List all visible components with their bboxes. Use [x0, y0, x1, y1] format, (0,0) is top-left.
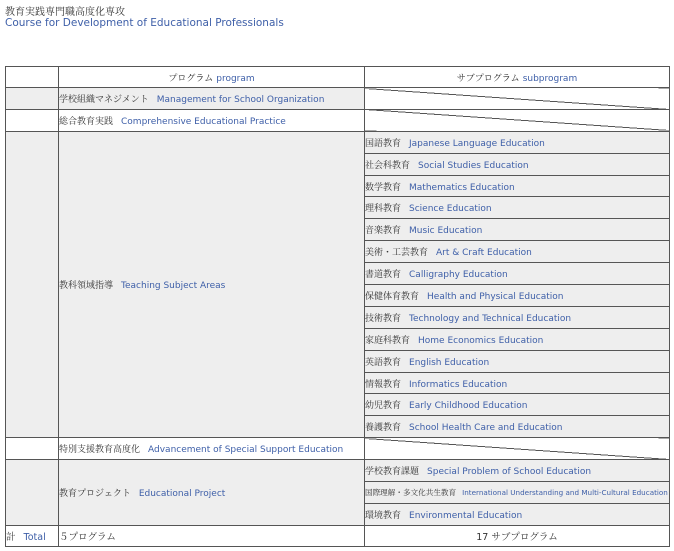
total-label-en: Total [23, 531, 46, 543]
program-jp: 教科領域指導 [59, 281, 114, 292]
subprogram-cell [365, 460, 670, 482]
subprogram-en: Music Education [409, 226, 483, 237]
subprogram-jp: 英語教育 [365, 357, 402, 368]
total-subprograms: 17 サブプログラム [365, 525, 670, 546]
program-cell [59, 131, 365, 437]
program-en: Comprehensive Educational Practice [121, 116, 286, 127]
subprogram-jp: 書道教育 [365, 270, 402, 281]
subprogram-en: Art & Craft Education [436, 248, 532, 259]
subprogram-en: Health and Physical Education [427, 291, 564, 302]
subprogram-en: Social Studies Education [418, 160, 529, 171]
subprogram-cell [365, 372, 670, 394]
subprogram-en: International Understanding and Multi-Cultural Education [462, 487, 668, 497]
row-label-cell [6, 131, 59, 437]
total-label-jp: 計 [6, 531, 16, 543]
subprogram-en: Science Education [409, 204, 492, 215]
subprogram-cell [365, 328, 670, 350]
header-subprogram-en: subprogram [522, 73, 578, 84]
subprogram-cell [365, 350, 670, 372]
row-label-cell [6, 88, 59, 110]
subprogram-cell [365, 197, 670, 219]
subprogram-jp: 環境教育 [365, 510, 402, 521]
program-jp: 教育プロジェクト [59, 488, 131, 499]
header-program-en: program [216, 73, 255, 84]
table-row [6, 438, 670, 460]
subprogram-jp: 音楽教育 [365, 226, 402, 237]
subprogram-en: English Education [409, 357, 490, 368]
no-subprogram-cell [365, 109, 670, 131]
subprogram-en: School Health Care and Education [409, 423, 563, 434]
subprogram-cell [365, 241, 670, 263]
table-row [6, 131, 670, 153]
subprogram-cell [365, 175, 670, 197]
subprogram-jp: 技術教育 [365, 313, 402, 324]
subprogram-jp: 社会科教育 [365, 160, 411, 171]
subprogram-cell [365, 503, 670, 525]
subprogram-jp: 保健体育教育 [365, 291, 420, 302]
subprogram-en: Japanese Language Education [409, 138, 545, 149]
subprogram-en: Special Problem of School Education [427, 467, 592, 478]
program-jp: 学校組織マネジメント [59, 94, 149, 105]
table-header-row [6, 67, 670, 88]
subprogram-jp: 情報教育 [365, 379, 402, 390]
subprogram-en: Early Childhood Education [409, 401, 528, 412]
program-cell [59, 88, 365, 110]
subprogram-cell [365, 285, 670, 307]
subprogram-cell [365, 394, 670, 416]
subprogram-cell [365, 482, 670, 504]
subprogram-cell [365, 153, 670, 175]
total-programs: ５プログラム [59, 525, 365, 546]
subprogram-jp: 理科教育 [365, 204, 402, 215]
header-program [59, 67, 365, 88]
table-row [6, 460, 670, 482]
program-cell [59, 109, 365, 131]
total-row [6, 525, 670, 546]
program-en: Advancement of Special Support Education [148, 445, 344, 456]
header-empty-cell [6, 67, 59, 88]
header-subprogram [365, 67, 670, 88]
subprogram-en: Technology and Technical Education [409, 313, 572, 324]
header-subprogram-jp: サブプログラム [456, 73, 520, 84]
subprogram-jp: 学校教育課題 [365, 467, 420, 478]
program-cell [59, 460, 365, 526]
subprogram-cell [365, 219, 670, 241]
subprogram-jp: 養護教育 [365, 423, 402, 434]
subprogram-jp: 数学教育 [365, 182, 402, 193]
header-program-jp: プログラム [168, 73, 214, 84]
subprogram-cell [365, 263, 670, 285]
page-title-english: Course for Development of Educational Professionals [5, 17, 284, 29]
program-cell [59, 438, 365, 460]
no-subprogram-cell [365, 438, 670, 460]
subprogram-jp: 家庭科教育 [365, 335, 411, 346]
program-jp: 特別支援教育高度化 [59, 445, 141, 456]
subprogram-cell [365, 131, 670, 153]
subprogram-en: Calligraphy Education [409, 270, 508, 281]
program-en: Management for School Organization [156, 94, 325, 105]
subprogram-jp: 幼児教育 [365, 401, 402, 412]
program-jp: 総合教育実践 [59, 116, 114, 127]
program-en: Educational Project [138, 488, 226, 499]
subprogram-en: Home Economics Education [418, 335, 544, 346]
row-label-cell [6, 438, 59, 460]
table-row [6, 109, 670, 131]
subprogram-en: Environmental Education [409, 510, 523, 521]
subprogram-jp: 国際理解・多文化共生教育 [365, 487, 457, 497]
table-row [6, 88, 670, 110]
subprogram-cell [365, 416, 670, 438]
subprogram-jp: 国語教育 [365, 138, 402, 149]
no-subprogram-cell [365, 88, 670, 110]
subprogram-en: Informatics Education [409, 379, 508, 390]
total-label-cell [6, 525, 59, 546]
subprogram-en: Mathematics Education [409, 182, 515, 193]
page-title-japanese: 教育実践専門職高度化専攻 [5, 7, 125, 18]
curriculum-table [5, 66, 670, 547]
row-label-cell [6, 460, 59, 526]
row-label-cell [6, 109, 59, 131]
program-en: Teaching Subject Areas [121, 281, 226, 292]
subprogram-jp: 美術・工芸教育 [365, 248, 429, 259]
subprogram-cell [365, 306, 670, 328]
